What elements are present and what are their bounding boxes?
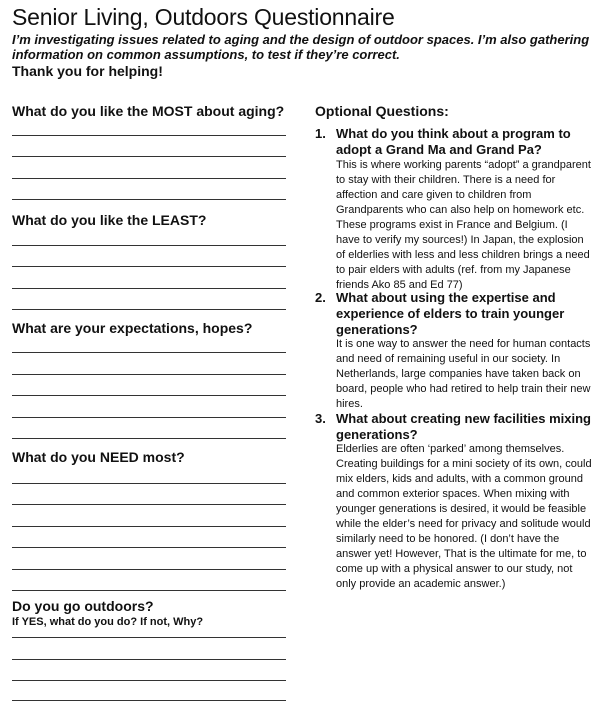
item-question: What about using the expertise and experience of elders to train younger generations?: [336, 290, 565, 337]
intro-text: I’m investigating issues related to aging and the design of outdoor spaces. I’m also gathering information on common assumptions, to test if they’re correct.: [12, 32, 590, 62]
answer-line[interactable]: [12, 700, 286, 701]
thanks-text: Thank you for helping!: [12, 63, 163, 79]
item-body: It is one way to answer the need for human contacts and need of remaining useful in our society. In Netherlands, large companies have taken back on board, people who had retired to help train their new hires.: [336, 338, 591, 410]
answer-line[interactable]: [12, 135, 286, 136]
answer-line[interactable]: [12, 590, 286, 591]
answer-line[interactable]: [12, 438, 286, 439]
question-outdoors: Do you go outdoors?: [12, 598, 154, 614]
answer-line[interactable]: [12, 504, 286, 505]
item-body: Elderlies are often ‘parked’ among themselves. Creating buildings for a mini society of its own, could mix elders, kids and adults, with a common ground and common exterior spaces. When mixing with younger generations is desired, it would be feasible while the elder’s need for privacy and solitude would similarly need to be honored. (I don’t have the answer yet! However, That is the ultimate for me, to come up with a physical answer to our study, not only provide an academic answer.): [336, 443, 592, 590]
item-number: 1.: [315, 126, 326, 141]
answer-line[interactable]: [12, 680, 286, 681]
answer-line[interactable]: [12, 547, 286, 548]
answer-line[interactable]: [12, 659, 286, 660]
answer-line[interactable]: [12, 156, 286, 157]
answer-line[interactable]: [12, 309, 286, 310]
question-need: What do you NEED most?: [12, 449, 185, 465]
item-question: What do you think about a program to adopt a Grand Ma and Grand Pa?: [336, 126, 571, 157]
answer-line[interactable]: [12, 637, 286, 638]
question-expectations: What are your expectations, hopes?: [12, 320, 253, 336]
item-number: 2.: [315, 290, 326, 305]
item-question: What about creating new facilities mixing generations?: [336, 411, 591, 442]
answer-line[interactable]: [12, 266, 286, 267]
answer-line[interactable]: [12, 199, 286, 200]
question-most: What do you like the MOST about aging?: [12, 103, 285, 119]
question-outdoors-sub: If YES, what do you do? If not, Why?: [12, 616, 204, 628]
answer-line[interactable]: [12, 526, 286, 527]
question-least: What do you like the LEAST?: [12, 212, 207, 228]
item-number: 3.: [315, 411, 326, 426]
answer-line[interactable]: [12, 395, 286, 396]
answer-line[interactable]: [12, 352, 286, 353]
answer-line[interactable]: [12, 569, 286, 570]
item-body: This is where working parents “adopt” a grandparent to stay with their children. There is a need for affection and care given to children from Grandparents who can also help on homework etc. These programs exist in France and Belgium. (I have to verify my sources!) In Japan, the explosion of elderlies with less and less children brings a need to pair elders with adults (ref. from my Japanese friends Ako 85 and Ed 77): [336, 159, 591, 291]
page-title: Senior Living, Outdoors Questionnaire: [12, 4, 395, 30]
answer-line[interactable]: [12, 483, 286, 484]
answer-line[interactable]: [12, 417, 286, 418]
optional-heading: Optional Questions:: [315, 103, 449, 119]
answer-line[interactable]: [12, 288, 286, 289]
answer-line[interactable]: [12, 245, 286, 246]
answer-line[interactable]: [12, 374, 286, 375]
answer-line[interactable]: [12, 178, 286, 179]
